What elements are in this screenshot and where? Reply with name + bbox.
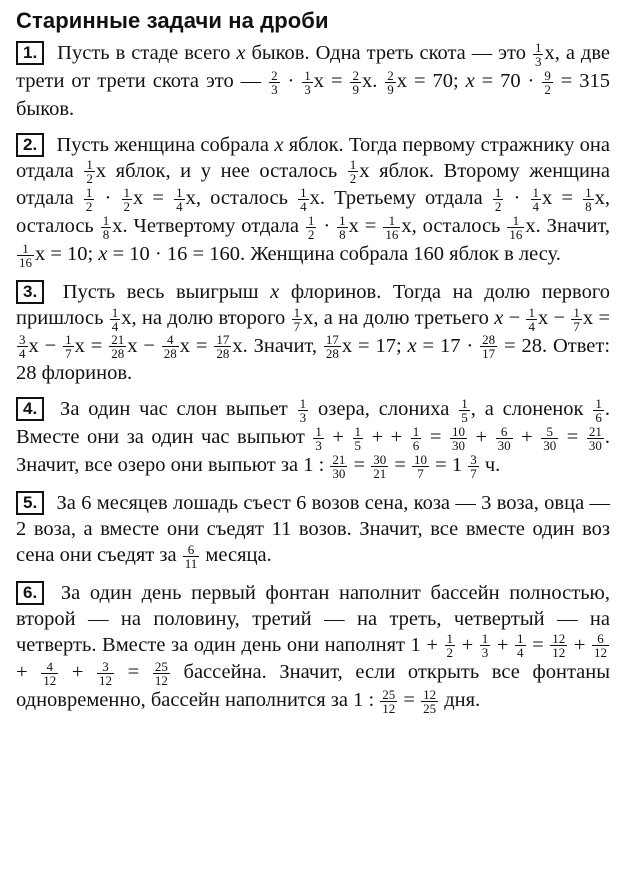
fraction: $\frac{1}{7}$ <box>293 304 301 334</box>
fraction: $\frac{1}{16}$ <box>509 212 523 242</box>
problem-text: Пусть весь выигрыш x флоринов. Тогда на долю первого пришлось $\frac{1}{4}$ x, на долю второго $\frac{1}{7}$ x, а на долю третьего x − $\frac{1}{4}$ x − $\frac{1}{7}$ x = $\frac{3}{4}$ x − $\frac{1}{7}$ x = $\frac{21}{28}$ x − $\frac{4}{28}$ x = $\frac{17}{28}$ x. Значит, $\frac{17}{28}$ x = 17; x = 17 · $\frac{28}{17}$ = 28. Ответ: 28 флоринов. <box>16 280 611 385</box>
fraction: $\frac{1}{16}$ <box>385 212 399 242</box>
fraction: $\frac{1}{5}$ <box>354 423 362 453</box>
fraction: $\frac{21}{30}$ <box>332 451 346 481</box>
fraction: $\frac{3}{4}$ <box>19 332 26 362</box>
fraction: $\frac{30}{21}$ <box>373 451 387 481</box>
math-variable: x <box>465 69 475 92</box>
fraction: $\frac{25}{12}$ <box>154 659 168 689</box>
fraction: $\frac{1}{16}$ <box>19 240 32 270</box>
fraction: $\frac{28}{17}$ <box>482 332 496 362</box>
fraction: $\frac{1}{2}$ <box>123 185 130 215</box>
fraction: $\frac{17}{28}$ <box>216 332 230 362</box>
fraction: $\frac{1}{6}$ <box>412 423 420 453</box>
fraction: $\frac{10}{30}$ <box>451 423 465 453</box>
fraction: $\frac{2}{9}$ <box>352 67 359 97</box>
fraction: $\frac{1}{2}$ <box>86 157 93 187</box>
math-variable: x <box>494 306 504 329</box>
fraction: $\frac{21}{28}$ <box>111 332 125 362</box>
fraction: $\frac{6}{12}$ <box>593 631 607 661</box>
fraction: $\frac{3}{7}$ <box>470 451 477 481</box>
fraction: $\frac{1}{4}$ <box>532 185 539 215</box>
fraction: $\frac{2}{3}$ <box>271 67 278 97</box>
problem-5 <box>16 490 610 570</box>
fraction: $\frac{1}{2}$ <box>349 157 357 187</box>
fraction: $\frac{1}{8}$ <box>585 185 592 215</box>
fraction: $\frac{12}{12}$ <box>552 631 566 661</box>
fraction: $\frac{1}{4}$ <box>300 185 307 215</box>
fraction: $\frac{5}{30}$ <box>543 423 557 453</box>
math-variable: x <box>407 334 417 357</box>
fraction: $\frac{6}{30}$ <box>497 423 511 453</box>
fraction: $\frac{1}{4}$ <box>517 631 524 661</box>
problem-4 <box>16 396 610 479</box>
fraction: $\frac{1}{8}$ <box>102 212 110 242</box>
problem-2 <box>16 132 610 269</box>
page <box>16 6 610 725</box>
problem-1 <box>16 40 610 122</box>
fraction: $\frac{1}{7}$ <box>573 304 580 334</box>
problem-3 <box>16 279 610 387</box>
fraction: $\frac{1}{3}$ <box>315 423 322 453</box>
page-title: Старинные задачи на дроби <box>16 8 329 33</box>
problem-number: 2. <box>16 133 44 157</box>
fraction: $\frac{1}{4}$ <box>528 304 535 334</box>
fraction: $\frac{1}{2}$ <box>85 185 93 215</box>
fraction: $\frac{4}{28}$ <box>163 332 177 362</box>
fraction: $\frac{2}{9}$ <box>387 67 394 97</box>
math-variable: x <box>236 42 246 64</box>
problem-number: 6. <box>16 581 44 605</box>
math-variable: x <box>274 133 284 156</box>
fraction: $\frac{1}{2}$ <box>494 185 502 215</box>
fraction: $\frac{10}{7}$ <box>414 451 428 481</box>
fraction: $\frac{9}{2}$ <box>544 67 551 97</box>
fraction: $\frac{1}{3}$ <box>534 39 542 69</box>
math-variable: x <box>270 280 280 303</box>
fraction: $\frac{6}{11}$ <box>184 541 198 571</box>
problem-6 <box>16 580 610 715</box>
fraction: $\frac{3}{12}$ <box>99 659 113 689</box>
fraction: $\frac{1}{3}$ <box>304 67 311 97</box>
problem-number: 3. <box>16 280 44 304</box>
problem-number: 5. <box>16 491 44 515</box>
problem-number: 1. <box>16 41 44 65</box>
fraction: $\frac{1}{3}$ <box>481 631 489 661</box>
problem-number: 4. <box>16 397 44 421</box>
fraction: $\frac{1}{8}$ <box>339 212 346 242</box>
math-variable: x <box>98 242 108 265</box>
fraction: $\frac{1}{6}$ <box>595 396 602 426</box>
problem-text: За 6 месяцев лошадь съест 6 возов сена, коза — 3 воза, овца — 2 воза, а вместе они съедят 11 возов. Значит, все вместе один воз сена они съедят за $\frac{6}{11}$ месяца. <box>16 491 610 571</box>
fraction: $\frac{1}{2}$ <box>307 212 315 242</box>
fraction: $\frac{1}{5}$ <box>461 396 468 426</box>
fraction: $\frac{4}{12}$ <box>43 659 57 689</box>
fraction: $\frac{1}{4}$ <box>111 304 119 334</box>
fraction: $\frac{1}{7}$ <box>65 332 72 362</box>
fraction: $\frac{1}{3}$ <box>299 396 307 426</box>
problem-text: За один час слон выпьет $\frac{1}{3}$ озера, слониха $\frac{1}{5}$ , а слоненок $\frac{1}{6}$ . Вместе они за один час выпьют $\frac{1}{3}$ + $\frac{1}{5}$ + + $\frac{1}{6}$ = $\frac{10}{30}$ + $\frac{6}{30}$ + $\frac{5}{30}$ = $\frac{21}{30}$ . Значит, все озеро они выпьют за 1 : $\frac{21}{30}$ = $\frac{30}{21}$ = $\frac{10}{7}$ = 1 $\frac{3}{7}$ ч. <box>16 396 611 481</box>
fraction: $\frac{12}{25}$ <box>423 686 437 716</box>
problem-text: Пусть в стаде всего x быков. Одна треть скота — это $\frac{1}{3}$ x, а две трети от трети скота это — $\frac{2}{3}$ · $\frac{1}{3}$ x = $\frac{2}{9}$ x. $\frac{2}{9}$ x = 70; x = 70 · $\frac{9}{2}$ = 315 быков. <box>16 39 611 120</box>
fraction: $\frac{25}{12}$ <box>382 686 396 716</box>
fraction: $\frac{21}{30}$ <box>588 423 602 453</box>
problem-text: Пусть женщина собрала x яблок. Тогда первому стражнику она отдала $\frac{1}{2}$ x яблок, и у нее осталось $\frac{1}{2}$ x яблок. Второму женщина отдала $\frac{1}{2}$ · $\frac{1}{2}$ x = $\frac{1}{4}$ x, осталось $\frac{1}{4}$ x. Третьему отдала $\frac{1}{2}$ · $\frac{1}{4}$ x = $\frac{1}{8}$ x, осталось $\frac{1}{8}$ x. Четвертому отдала $\frac{1}{2}$ · $\frac{1}{8}$ x = $\frac{1}{16}$ x, осталось $\frac{1}{16}$ x. Значит, $\frac{1}{16}$ x = 10; x = 10 · 16 = 160. Женщина собрала 160 яблок в лесу. <box>16 133 611 270</box>
fraction: $\frac{1}{4}$ <box>176 185 183 215</box>
fraction: $\frac{17}{28}$ <box>325 332 339 362</box>
problem-text: За один день первый фонтан наполнит бассейн полностью, второй — на половину, третий — на треть, четвертый — на четверть. Вместе за один день они наполнят 1 + $\frac{1}{2}$ + $\frac{1}{3}$ + $\frac{1}{4}$ = $\frac{12}{12}$ + $\frac{6}{12}$ + $\frac{4}{12}$ + $\frac{3}{12}$ = $\frac{25}{12}$ бассейна. Значит, если открыть все фонтаны одновременно, бассейн наполнится за 1 : $\frac{25}{12}$ = $\frac{12}{25}$ дня. <box>16 581 611 716</box>
fraction: $\frac{1}{2}$ <box>446 631 454 661</box>
